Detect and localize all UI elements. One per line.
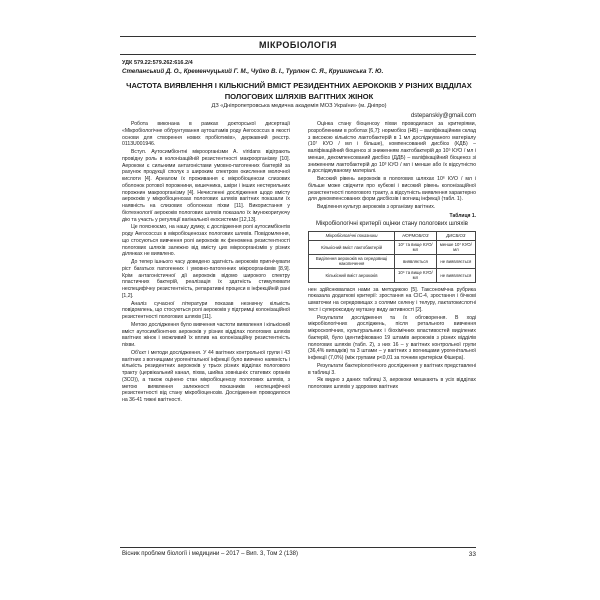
criteria-table bbox=[308, 231, 476, 283]
table-cell: виявляється bbox=[395, 254, 437, 268]
footer-rule bbox=[120, 547, 476, 548]
journal-footer: Вісник проблем біології і медицини – 2017 – Вип. 3, Том 2 (138) bbox=[122, 551, 299, 557]
table-cell: Кількісний вміст лактобактерій bbox=[309, 240, 395, 254]
table-title: Мікробіологічні критерії оцінки стану пологових шляхів bbox=[316, 220, 468, 227]
authors: Степанський Д. О., Кременчуцький Г. М., Чуйко В. І., Турлюн С. Я., Крушинська Т. Ю. bbox=[122, 68, 384, 75]
table-cell: 10⁷ та вище КУО/мл bbox=[395, 240, 437, 254]
left-column bbox=[122, 121, 290, 405]
table-cell: менше 10⁷ КУО/мл bbox=[436, 240, 475, 254]
table-caption: Таблиця 1. bbox=[449, 212, 476, 219]
paragraph: Вступ. Аутосимбіонтні мікроорганізми A. viridans відіграють провідну роль в колонізаційній резистентності макроорганізму [10]. Аерококи є сильними антагоністами умовно-патогенних бактерій за рахунок продукції сполук з широким спектром окислення молочної кислоти [4]. Ареалом їх проживання є мікробіоценози слизових оболонок ротової порожнини, кишечника, шкіри і інших нестерильних порожнин макроорганізму [4]. Нечисленні дослідження щодо вмісту аерококів у мікробіоценозах пологових шляхів вагітних показали їх наявність на слизових оболонках піхви [11]. Використання у біотехнології аерококів пологових шляхів показало їх імунокоригуючу дію та участь у регуляції вагінальної екосистеми [12,13]. bbox=[122, 149, 290, 223]
affiliation: ДЗ «Дніпропетровська медична академія МОЗ України» (м. Дніпро) bbox=[211, 103, 387, 109]
table-row bbox=[309, 268, 476, 282]
udk-code: УДК 579.22:579.262:616.2/4 bbox=[122, 60, 193, 66]
paragraph: Оцінка стану біоценозу піхви проводилася за критеріями, розробленими в роботах [6,7]: нормобіоз (НБ) – валіфікаційним склад з високою кількістю лактобактерій в 1 мл досліджуваного матеріалу (10⁷ КУО / мл і більше), компенсований дисбіоз (КДБ) – валіфікаційний біоценоз зі зниженням лактобактерій до 10⁵ КУО / мл і менше, декомпенсований дисбіоз (ДДБ) – валіфікаційний біоценоз зі зниженням лактобактерій до 10³ КУО / мл і менше або їх відсутністю в досліджуваному матеріалі. bbox=[308, 121, 476, 175]
header-rule-top bbox=[120, 36, 476, 37]
table-cell: Кількісний вміст аерококів bbox=[309, 268, 395, 282]
paragraph: До тепер ішнього часу доведено здатність аерококів пригнічувати ріст багатьох патогенних і умовно-патогенних мікроорганізмів [8,9]. Крім антагоністичної дії аерококів відомо широкого спектру пластичних бактерій, реалізація їх здатність стимулювати неспецифічну резистентність, репаративні процеси в інфекційній рані [1,2]. bbox=[122, 259, 290, 299]
author-email[interactable]: dstepanskiy@gmail.com bbox=[410, 113, 476, 119]
article-title: ЧАСТОТА ВИЯВЛЕННЯ І КІЛЬКІСНИЙ ВМІСТ РЕЗИДЕНТНИХ АЕРОКОКІВ У РІЗНИХ ВІДДІЛАХ ПОЛОГОВИХ ШЛЯХІВ ВАГІТНИХ ЖІНОК bbox=[126, 81, 472, 101]
paragraph: Це пояснюємо, на нашу думку, є дослідження ролі аутосимбіонтів роду Aerococcus в мікробіоценозах пологових шляхів. Повідомлення, що стосуються вивчення ролі аерококів як феномена резистентності пологових шляхів залежно від вмісту цих мікроорганізмів у різних ділянках не виявлено. bbox=[122, 224, 290, 258]
table-header-cell: НОРМОБІОЗ bbox=[395, 231, 437, 240]
right-column bbox=[308, 121, 476, 392]
table-row bbox=[309, 254, 476, 268]
paragraph: Метою дослідження було вивчення частоти виявлення і кількісний вміст аутосимбіонтних аерококів у різних відділах пологових шляхів вагітних жінок і можливий їх вплив на колонізаційну резистентність піхви. bbox=[122, 321, 290, 348]
paragraph: Аналіз сучасної літератури показав незначну кількість повідомлень, що стосуються ролі аерококів у підтримці колонізаційної резистентності пологових шляхів [11]. bbox=[122, 300, 290, 320]
table-cell: не виявляється bbox=[436, 268, 475, 282]
paragraph: Результати бактеріологічного дослідження у вагітних представлені в таблиці 3. bbox=[308, 362, 476, 376]
paragraph: Як видно з даних таблиці 3, аерококи мешкають в усіх відділах пологових шляхів у здорових вагітних bbox=[308, 377, 476, 390]
table-row bbox=[309, 240, 476, 254]
section-title: МІКРОБІОЛОГІЯ bbox=[258, 40, 337, 50]
paragraph: нен здійснювалася нами за методикою [5]. Таксономічна рубрика показала додаткові критерії: зростання на CIC-4, зростання і бічкові шматочки на середовищах з солями селену і телуру, лактатокислотні тест і супероксидну мутазну виду активності [2]. bbox=[308, 286, 476, 313]
table-cell: Виділення аерококів на середовищі накопичення bbox=[309, 254, 395, 268]
table-header-cell: Мікробіологічні показники bbox=[309, 231, 395, 240]
paragraph: Робота виконана в рамках докторської дисертації «Мікробіологічне обґрунтування аутоштамів роду Aerococcus в якості основи для створення нових пробіотиків», державний реєстр. 0113U001946. bbox=[122, 121, 290, 148]
table-header-cell: ДИСБІОЗ bbox=[436, 231, 475, 240]
paragraph: Результати дослідження та їх обговорення. В ході мікробіологічних досліджень, після ретального вивчення мікроскопічних, культуральних і біохімічних властивостей виділених бактерій, було ідентифіковано 19 штамів аерококів з різних відділів пологових шляхів (табл. 2), з них 16 – у вагітних контрольної групи (36,4% випадків) та 3 штами – у вагітних з вогнищами урогенітальної інфекції (7,0%) (між групами p<0,01 за точним критерієм Фішера). bbox=[308, 314, 476, 361]
table-cell: 10⁶ та вище КУО/мл bbox=[395, 268, 437, 282]
table-header-row bbox=[309, 231, 476, 240]
page-number: 33 bbox=[468, 551, 476, 558]
paragraph: Високий рівень аерококів в пологових шляхах 10⁶ КУО / мл і більше може свідчити про кубкові і високий рівень колонізаційної резистентності пологового тракту, а відсутність виявлення характерно для декомпенсованих форм дисбіозів і вогнищ інфекції (табл. 1). bbox=[308, 176, 476, 203]
header-rule-bottom bbox=[120, 54, 476, 55]
paragraph: Об'єкт і методи дослідження. У 44 вагітних контрольної групи і 43 вагітних з вогнищами урогенітальної інфекції було вивчено наявність і кількість резидентних аерококів у трьох різних відділах пологового тракту (цервікальний канал, піхва, шийка зовнішніх статевих органів (ЗСО)), а також оцінено стан мікробіоценозу пологових шляхів, з метою виявлення залежності показників неспецифічної резистентності від стану мікробіоценозів. Дослідження проводилося на 36-41 тижні вагітності. bbox=[122, 349, 290, 403]
paragraph: Виділення культур аерококів з організму вагітних. bbox=[317, 204, 436, 210]
table-cell: не виявляється bbox=[436, 254, 475, 268]
